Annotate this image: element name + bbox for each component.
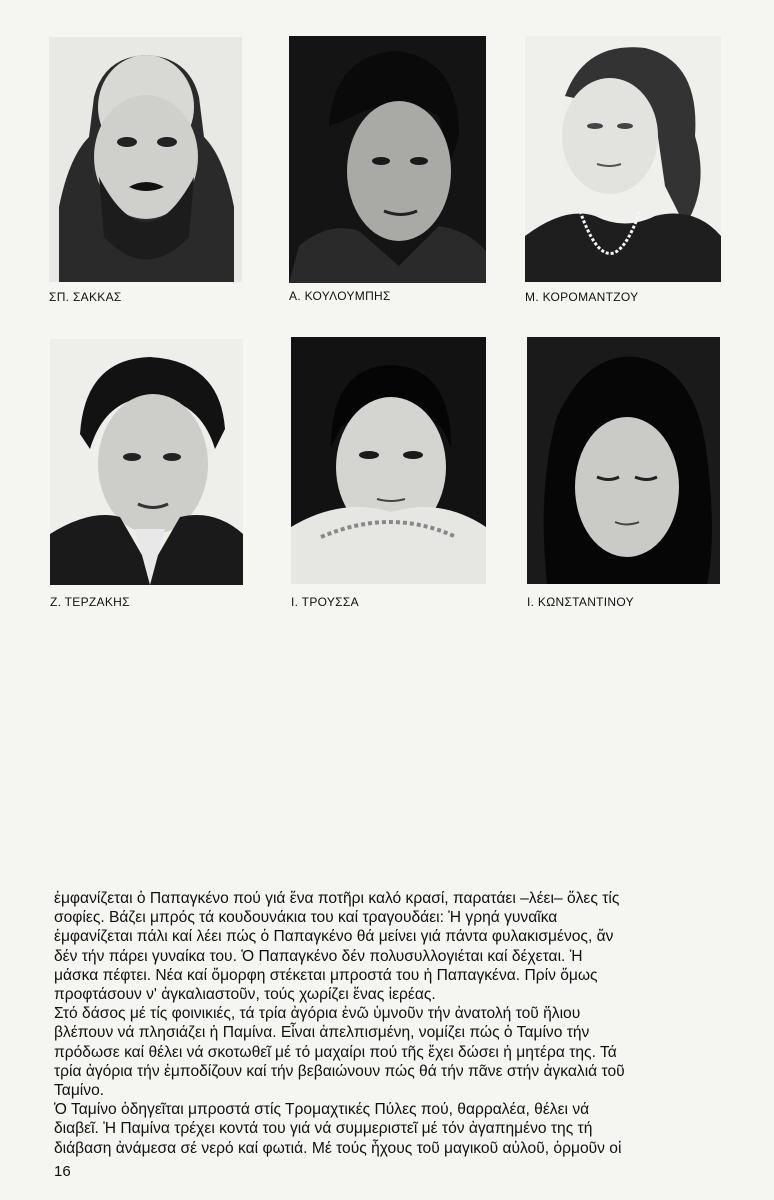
portrait-terzakis [50, 339, 243, 585]
text-line: προφτάσουν ν' ἀγκαλιαστοῦν, τούς χωρίζει ἕνας ἱερέας. [54, 986, 436, 1004]
portrait-sakkas [49, 37, 242, 282]
text-line: Ταμίνο. [54, 1082, 105, 1100]
text-line: βλέπουν νά πλησιάζει ἡ Παμίνα. Εἶναι ἀπελπισμένη, νομίζει πώς ὁ Ταμίνο τήν [54, 1024, 590, 1042]
text-line: Στό δάσος μέ τίς φοινικιές, τά τρία ἀγόρια ἐνῶ ὑμνοῦν τήν ἀνατολή τοῦ ἥλιου [54, 1005, 581, 1023]
portrait-troussa [291, 337, 486, 584]
portrait-konstantinou [527, 337, 720, 584]
text-line: δέν τήν πάρει γυναίκα του. Ὁ Παπαγκένο δέν πολυσυλλογιέται καί δέχεται. Ἡ [54, 947, 583, 965]
portrait-koromantzou [525, 36, 721, 282]
synopsis-text [54, 889, 726, 1158]
text-line: διάβαση ἀνάμεσα σέ νερό καί φωτιά. Μέ τούς ἦχους τοῦ μαγικοῦ αὐλοῦ, ὁρμοῦν οἱ [54, 1139, 622, 1157]
portrait-caption: Ζ. ΤΕΡΖΑΚΗΣ [50, 595, 130, 609]
page-number: 16 [54, 1163, 71, 1180]
text-line: μάσκα πέφτει. Νέα καί ὄμορφη στέκεται μπροστά του ἡ Παπαγκένα. Πρίν ὅμως [54, 966, 598, 984]
text-line: τρία ἀγόρια τήν ἐμποδίζουν καί τήν βεβαιώνουν πώς θά τήν πᾶνε στήν ἀγκαλιά τοῦ [54, 1062, 625, 1080]
text-line: Ὁ Ταμίνο ὁδηγεῖται μπροστά στίς Τρομαχτικές Πύλες πού, θαρραλέα, θέλει νά [54, 1101, 590, 1119]
portrait-caption: Ι. ΚΩΝΣΤΑΝΤΙΝΟΥ [527, 595, 634, 609]
text-line: διαβεῖ. Ἡ Παμίνα τρέχει κοντά του γιά νά συμμεριστεῖ μέ τόν ἀγαπημένο της τή [54, 1120, 593, 1138]
portrait-caption: Μ. ΚΟΡΟΜΑΝΤΖΟΥ [525, 290, 639, 304]
portrait-caption: Ι. ΤΡΟΥΣΣΑ [291, 595, 359, 609]
text-line: πρόδωσε καί θέλει νά σκοτωθεῖ μέ τό μαχαίρι πού τῆς ἔχει δώσει ἡ μητέρα της. Τά [54, 1043, 617, 1061]
portrait-kouloumbis [289, 36, 486, 283]
text-line: ἐμφανίζεται πάλι καί λέει πώς ὁ Παπαγκένο θά μείνει γιά πάντα φυλακισμένος, ἄν [54, 928, 614, 946]
portrait-caption: ΣΠ. ΣΑΚΚΑΣ [49, 290, 122, 304]
portrait-caption: Α. ΚΟΥΛΟΥΜΠΗΣ [289, 289, 391, 303]
text-line: ἐμφανίζεται ὁ Παπαγκένο πού γιά ἕνα ποτῆρι καλό κρασί, παρατάει –λέει– ὅλες τίς [54, 890, 620, 907]
text-line: σοφίες. Βάζει μπρός τά κουδουνάκια του καί τραγουδάει: Ἡ γρηά γυναῖκα [54, 909, 558, 927]
